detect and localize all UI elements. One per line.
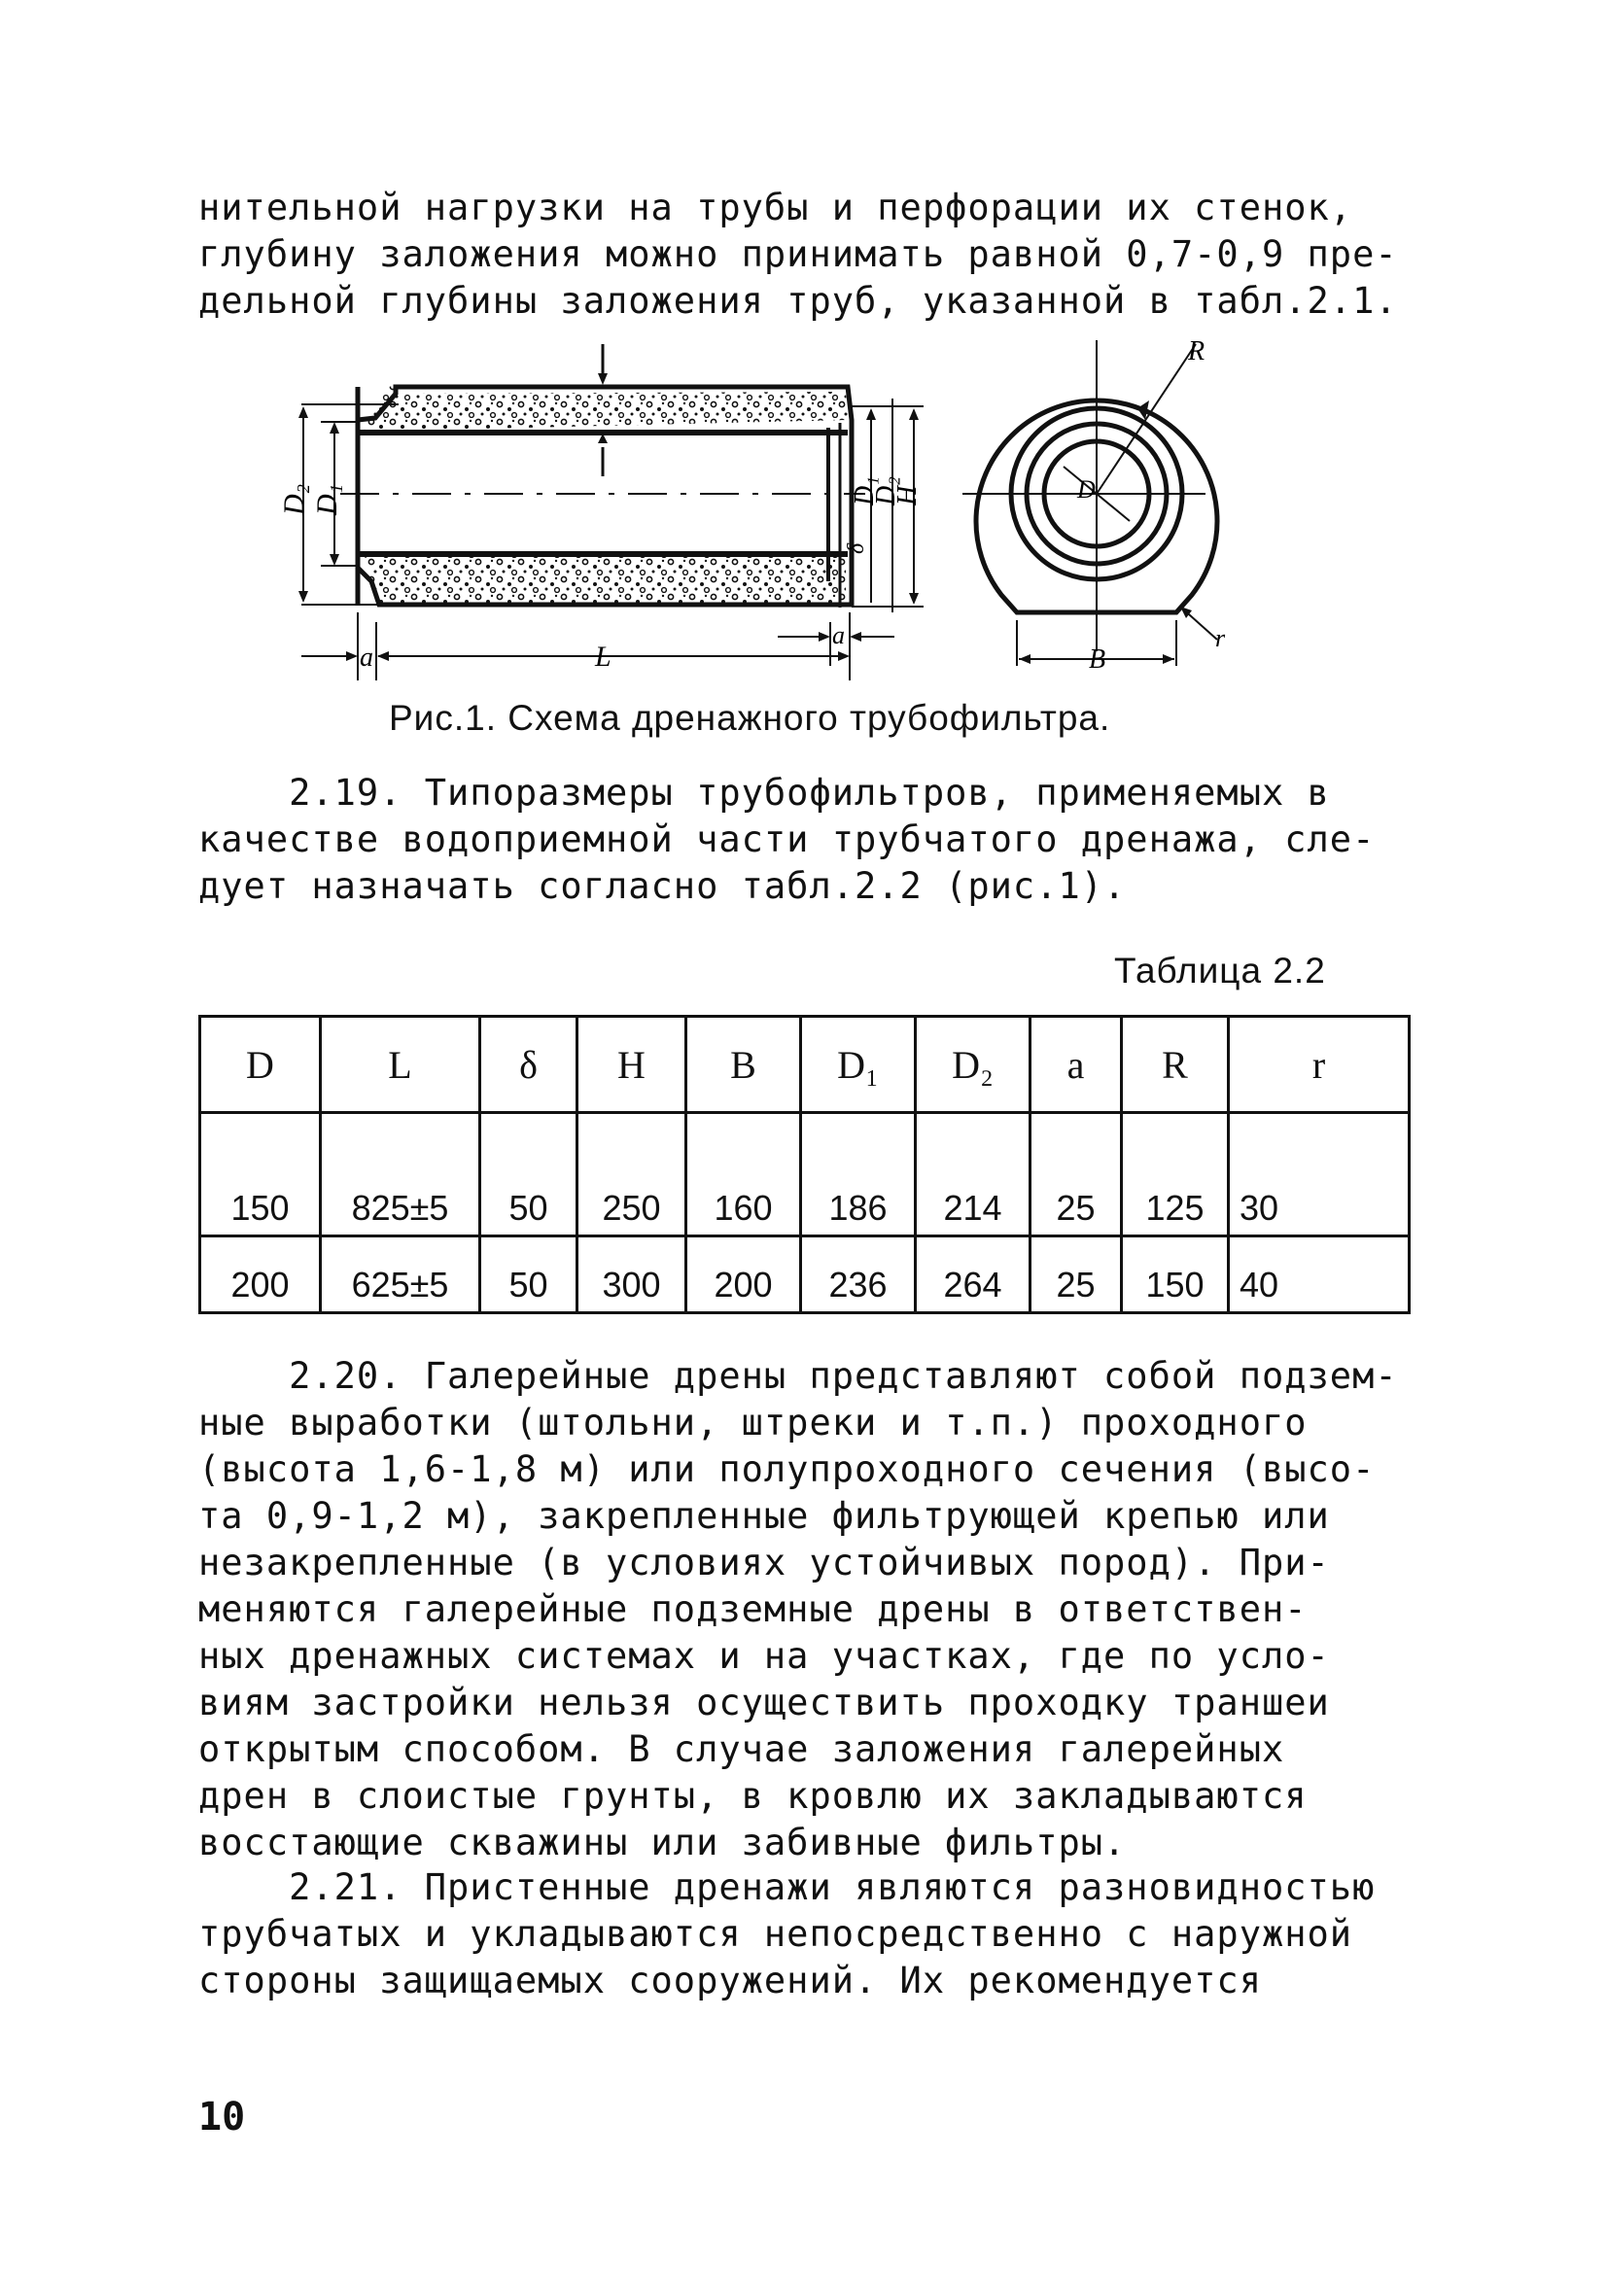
text-line: качестве водоприемной части трубчатого дренажа, сле- — [198, 818, 1376, 860]
paragraph-2 — [198, 770, 1404, 910]
table-cell: 30 — [1229, 1113, 1410, 1236]
table-cell: 250 — [577, 1113, 686, 1236]
dim-d2-label: D₂ — [278, 483, 310, 515]
text-line: та 0,9-1,2 м), закрепленные фильтрующей крепью или — [198, 1495, 1330, 1537]
table-cell: 50 — [480, 1113, 577, 1236]
table-cell: 186 — [801, 1113, 916, 1236]
dim-delta-label: δ — [844, 542, 869, 554]
table-cell: 200 — [686, 1236, 801, 1313]
dim-a-left-label: a — [360, 643, 373, 673]
col-header-r: R — [1122, 1017, 1229, 1113]
col-header-d: D — [200, 1017, 321, 1113]
table-cell: 40 — [1229, 1236, 1410, 1313]
text-line: ных дренажных системах и на участках, где по усло- — [198, 1635, 1330, 1677]
dim-a-right-label: a — [832, 621, 845, 649]
text-line: глубину заложения можно принимать равной 0,7-0,9 пре- — [198, 233, 1398, 275]
text-line: восстающие скважины или забивные фильтры. — [198, 1822, 1127, 1863]
dim-r-label: R — [1188, 336, 1205, 366]
spec-table — [198, 1015, 1411, 1314]
cross-section-view — [962, 336, 1226, 675]
dim-d2-right-label: D₂ — [871, 476, 901, 505]
dim-h-label: H — [892, 485, 923, 505]
gravel-bottom-layer — [365, 556, 846, 605]
table-cell: 236 — [801, 1236, 916, 1313]
text-line: открытым способом. В случае заложения галерейных — [198, 1728, 1285, 1770]
table-row — [200, 1236, 1410, 1313]
table-row — [200, 1113, 1410, 1236]
table-cell: 25 — [1031, 1236, 1122, 1313]
page-number: 10 — [198, 2095, 246, 2139]
col-header-r-small: r — [1229, 1017, 1410, 1113]
text-line: трубчатых и укладываются непосредственно с наружной — [198, 1913, 1353, 1955]
table-cell: 50 — [480, 1236, 577, 1313]
paragraph-3 — [198, 1353, 1404, 1866]
dim-r-small-label: r — [1215, 624, 1226, 652]
text-line: незакрепленные (в условиях устойчивых пород). При- — [198, 1542, 1330, 1583]
col-header-delta: δ — [480, 1017, 577, 1113]
table-cell: 25 — [1031, 1113, 1122, 1236]
table-cell: 150 — [200, 1113, 321, 1236]
text-line: дельной глубины заложения труб, указанной в табл.2.1. — [198, 280, 1398, 322]
table-header-row — [200, 1017, 1410, 1113]
figure-caption: Рис.1. Схема дренажного трубофильтра. — [389, 698, 1111, 738]
text-line: дует назначать согласно табл.2.2 (рис.1). — [198, 865, 1127, 907]
paragraph-4 — [198, 1864, 1404, 2004]
table-cell: 825±5 — [321, 1113, 480, 1236]
table-cell: 264 — [916, 1236, 1031, 1313]
dim-d1-label: D₁ — [311, 483, 343, 515]
col-header-d1: D₁ — [801, 1017, 916, 1113]
col-header-d2: D₂ — [916, 1017, 1031, 1113]
table-cell: 214 — [916, 1113, 1031, 1236]
table-cell: 625±5 — [321, 1236, 480, 1313]
text-line: виям застройки нельзя осуществить проходку траншеи — [198, 1682, 1330, 1723]
col-header-l: L — [321, 1017, 480, 1113]
col-header-h: H — [577, 1017, 686, 1113]
col-header-a: a — [1031, 1017, 1122, 1113]
gravel-top-layer — [360, 385, 848, 432]
table-cell: 300 — [577, 1236, 686, 1313]
text-line: нительной нагрузки на трубы и перфорации их стенок, — [198, 187, 1353, 228]
dim-b-label: B — [1089, 644, 1106, 675]
text-line: 2.19. Типоразмеры трубофильтров, применяемых в — [198, 772, 1330, 814]
table-cell: 160 — [686, 1113, 801, 1236]
text-line: 2.21. Пристенные дренажи являются разновидностью — [198, 1866, 1376, 1908]
text-line: (высота 1,6-1,8 м) или полупроходного сечения (высо- — [198, 1448, 1376, 1490]
table-cell: 125 — [1122, 1113, 1229, 1236]
dim-d1-right-label: D₁ — [850, 476, 880, 505]
side-view — [278, 344, 924, 680]
text-line: меняются галерейные подземные дрены в ответствен- — [198, 1588, 1308, 1630]
text-line: 2.20. Галерейные дрены представляют собой подзем- — [198, 1355, 1398, 1397]
text-line: дрен в слоистые грунты, в кровлю их закладываются — [198, 1775, 1308, 1817]
table-cell: 200 — [200, 1236, 321, 1313]
col-header-b: B — [686, 1017, 801, 1113]
text-line: ные выработки (штольни, штреки и т.п.) проходного — [198, 1402, 1308, 1444]
table-cell: 150 — [1122, 1236, 1229, 1313]
dim-d-label: D — [1077, 475, 1096, 504]
tube-filter-diagram — [278, 330, 1312, 690]
table-title: Таблица 2.2 — [1114, 951, 1326, 991]
paragraph-1 — [198, 185, 1404, 325]
text-line: стороны защищаемых сооружений. Их рекомендуется — [198, 1960, 1262, 2001]
dim-l-label: L — [595, 641, 611, 673]
